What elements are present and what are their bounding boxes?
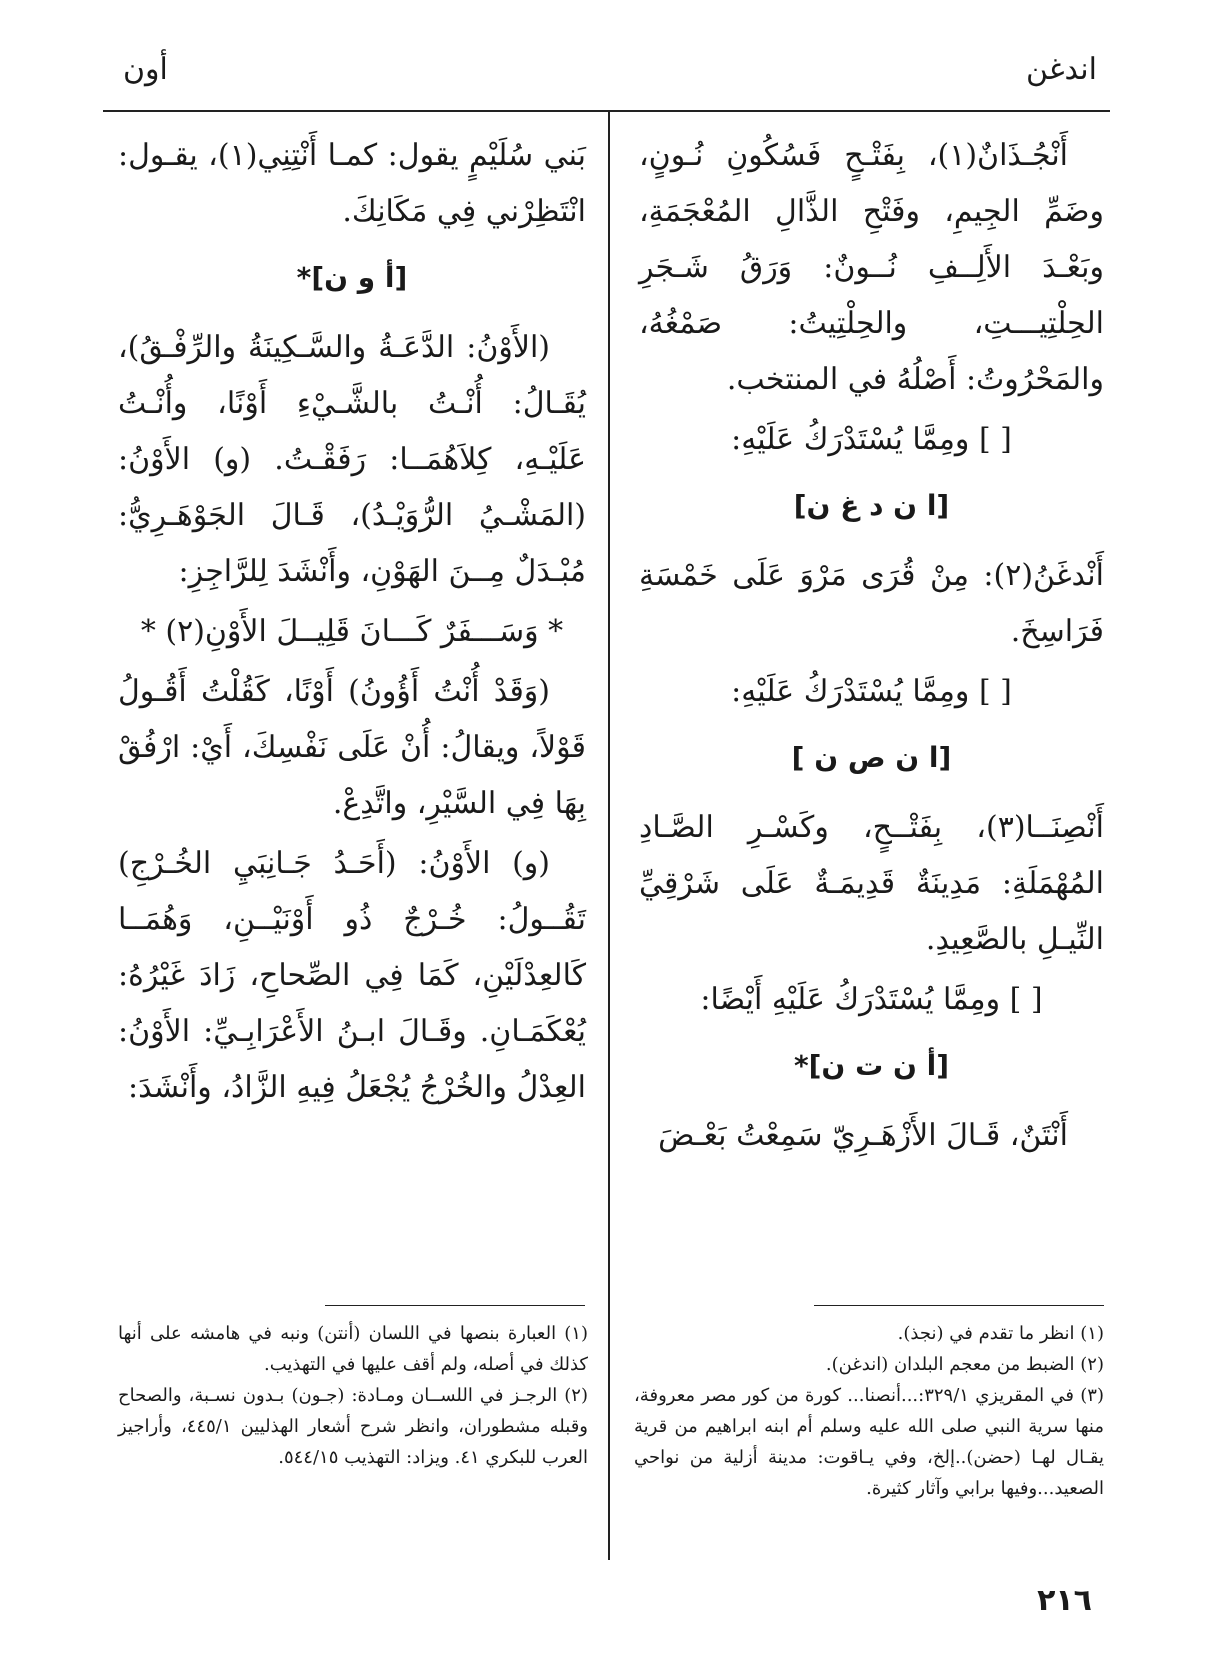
column-divider — [608, 110, 610, 1560]
footnote: (١) انظر ما تقدم في (نجذ). — [897, 1323, 1104, 1344]
entry-andghan: أَنْدغَنُ(٢): مِنْ قُرَى مَرْوَ عَلَى خَمْسَةِ فَرَاسِخَ. — [639, 558, 1104, 649]
footnote-rule-left — [325, 1305, 585, 1306]
footnote: (٢) الضبط من معجم البلدان (اندغن). — [825, 1354, 1104, 1375]
root-heading-andghn: [ا ن د غ ن] — [793, 489, 950, 522]
addendum-note: [ ] ومِمَّا يُسْتَدْرَكُ عَلَيْهِ أَيْضًا: — [700, 982, 1043, 1017]
addendum-note: [ ] ومِمَّا يُسْتَدْرَكُ عَلَيْهِ: — [731, 422, 1012, 457]
root-heading-ansn: [ا ن ص ن ] — [791, 741, 952, 774]
footnote-rule-right — [814, 1305, 1104, 1306]
right-column — [639, 128, 1104, 1168]
entry-awn-verb: (وَقَدْ أُنْتُ أَؤُونُ) أَوْنًا، كَقُلْتُ أَقُـولُ قَوْلاً، ويقالُ: أُنْ عَلَى نَفْسِكَ، أَيْ: ارْفُقْ بِهَا فِي السَّيْرِ، واتَّدِعْ. — [118, 674, 586, 821]
root-heading-antn: [أ ن ت ن]* — [793, 1049, 949, 1082]
footnote: (١) العبارة بنصها في اللسان (أنتن) ونبه في هامشه على أنها كذلك في أصله، ولم أقف عليها في التهذيب. — [118, 1323, 588, 1375]
header-entry-left: أون — [123, 52, 168, 87]
entry-antan-continued: بَني سُلَيْمٍ يقول: كمـا أَنْتِنِي(١)، يقـول: انْتَظِرْني فِي مَكَانِكَ. — [118, 138, 586, 229]
running-header — [103, 44, 1097, 100]
entry-antan: أَنْتَنٌ، قَـالَ الأَزْهَـرِيّ سَمِعْتُ بَعْـضَ — [658, 1118, 1068, 1153]
footnotes-right — [634, 1318, 1104, 1504]
header-rule — [103, 110, 1110, 112]
addendum-note: [ ] ومِمَّا يُسْتَدْرَكُ عَلَيْهِ: — [731, 674, 1012, 709]
entry-anjudhan: أَنْجُـذَانٌ(١)، بِفَتْـحٍ فَسُكُونِ نُـونٍ، وضَمِّ الجِيمِ، وفَتْحِ الذَّالِ المُعْجَمَةِ، وبَعْـدَ الأَلِــفِ نُــونٌ: وَرَقُ شَـجَرِ الحِلْتِيـــتِ، والحِلْتِيتُ: صَمْغُهُ، والمَحْرُوتُ: أَصْلُهُ في المنتخب. — [639, 138, 1104, 397]
verse-line: * وَسَـــفَرٌ كَـــانَ قَلِيــلَ الأَوْنِ(٢) * — [140, 614, 564, 649]
footnote: (٣) في المقريزي ٣٢٩/١:...أنصنا... كورة من كور مصر معروفة، منها سرية النبي صلى الله عليه وسلم أم ابنه ابراهيم من قرية يقـال لهـا (حضن)..إلخ، وفي يـاقوت: مدينة أزلية من نواحي الصعيد...وفيها برابي وآثار كثيرة. — [634, 1385, 1104, 1499]
root-heading-awn: [أ و ن]* — [296, 261, 408, 294]
entry-ansina: أَنْصِنَــا(٣)، بِفَتْــحٍ، وكَسْـرِ الصَّـادِ المُهْمَلَةِ: مَدِينَةٌ قَدِيمَـةٌ عَلَى شَرْقِيِّ النِّيـلِ بالصَّعِيدِ. — [639, 810, 1104, 957]
entry-awn-kharj: (و) الأَوْنُ: (أَحَـدُ جَـانِبَيِ الخُـرْجِ) تَقُــولُ: خُـرْجٌ ذُو أَوْنَيْــنِ، وَهُمَــا كَالعِدْلَيْنِ، كَمَا فِي الصِّحاحِ، زَادَ غَيْرُهُ: يُعْكَمَـانِ. وقَـالَ ابـنُ الأَعْرَابِـيِّ: الأَوْنُ: العِدْلُ والخُرْجُ يُجْعَلُ فِيهِ الزَّادُ، وأَنْشَدَ: — [118, 846, 586, 1105]
footnote: (٢) الرجـز في اللســان ومـادة: (جـون) بـدون نسـبة، والصحاح وقبله مشطوران، وانظر شرح أشعار الهذليين ٤٤٥/١، وأراجيز العرب للبكري ٤١. ويزاد: التهذيب ٥٤٤/١٥. — [118, 1385, 588, 1468]
entry-awn: (الأَوْنُ: الدَّعَـةُ والسَّـكِينَةُ والرِّفْـقُ)، يُقَـالُ: أُنْـتُ بالشَّـيْءِ أَوْنًا، وأُنْـتُ عَلَيْـهِ، كِلاَهُمَــا: رَفَقْـتُ. (و) الأَوْنُ: (المَشْـيُ الرُّوَيْـدُ)، قَـالَ الجَوْهَـرِيُّ: مُبْـدَلٌ مِــنَ الهَوْنِ، وأَنْشَدَ لِلرَّاجِزِ: — [118, 330, 586, 589]
header-entry-right: اندغن — [1026, 52, 1097, 87]
left-column — [118, 128, 586, 1120]
page-number: ٢١٦ — [1037, 1583, 1092, 1618]
footnotes-left — [118, 1318, 588, 1473]
